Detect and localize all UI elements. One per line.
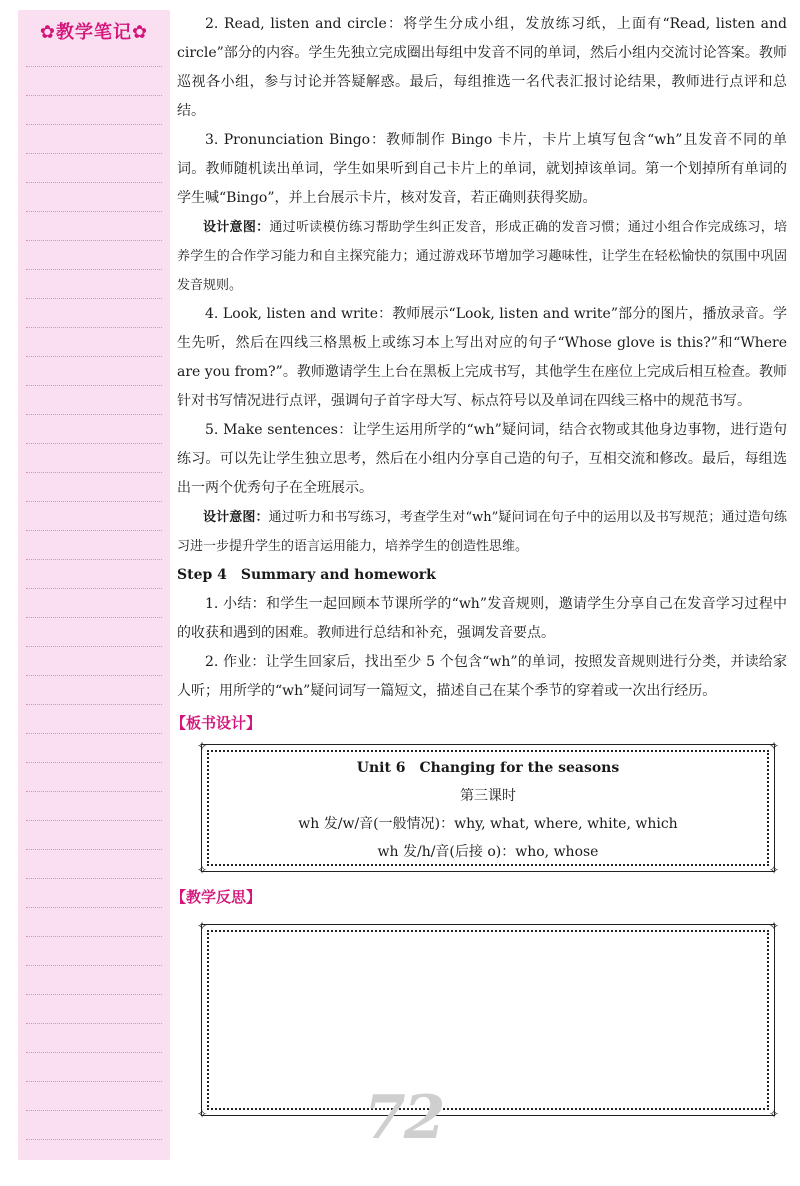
corner-ornament-icon: ✧ (197, 739, 208, 753)
corner-ornament-icon: ✧ (197, 919, 208, 933)
corner-ornament-icon: ✧ (197, 863, 208, 877)
note-line (26, 443, 162, 444)
step-4-heading: Step 4 Summary and homework (177, 567, 436, 583)
note-line (26, 704, 162, 705)
note-line (26, 1110, 162, 1111)
board-content (207, 750, 769, 866)
note-line (26, 414, 162, 415)
note-line (26, 1023, 162, 1024)
board-subtitle: 第三课时 (460, 788, 516, 804)
design-intent-text: 通过听读模仿练习帮助学生纠正发音，形成正确的发音习惯；通过小组合作完成练习，培养学生的合作学习能力和自主探究能力；通过游戏环节增加学习趣味性，让学生在轻松愉快的氛围中巩固发音规则。 (177, 220, 787, 293)
note-line (26, 965, 162, 966)
note-line (26, 907, 162, 908)
note-line (26, 182, 162, 183)
board-rule-1: wh 发/w/音(一般情况)：why, what, where, white, which (298, 816, 678, 832)
note-line (26, 269, 162, 270)
design-intent-text: 通过听力和书写练习，考查学生对“wh”疑问词在句子中的运用以及书写规范；通过造句练习进一步提升学生的语言运用能力，培养学生的创造性思维。 (177, 510, 787, 554)
activity-make-sentences: 5. Make sentences：让学生运用所学的“wh”疑问词，结合衣物或其他身边事物，进行造句练习。可以先让学生独立思考，然后在小组内分享自己造的句子，互相交流和修改。最后，每组选出一两个优秀句子在全班展示。 (177, 422, 787, 496)
note-line (26, 1052, 162, 1053)
note-line (26, 936, 162, 937)
note-line (26, 646, 162, 647)
note-line (26, 733, 162, 734)
notes-lines (18, 10, 170, 1160)
note-line (26, 501, 162, 502)
corner-ornament-icon: ✧ (768, 863, 779, 877)
page-number: 72 (364, 1083, 444, 1153)
reflection-heading: 【教学反思】 (171, 888, 262, 906)
corner-ornament-icon: ✧ (768, 919, 779, 933)
board-title: Unit 6 Changing for the seasons (356, 760, 620, 776)
note-line (26, 211, 162, 212)
note-line (26, 791, 162, 792)
note-line (26, 878, 162, 879)
note-line (26, 95, 162, 96)
note-line (26, 762, 162, 763)
note-line (26, 240, 162, 241)
corner-ornament-icon: ✧ (768, 1107, 779, 1121)
note-line (26, 385, 162, 386)
note-line (26, 153, 162, 154)
note-line (26, 1139, 162, 1140)
activity-read-listen-circle: 2. Read, listen and circle：将学生分成小组，发放练习纸，上面有“Read, listen and circle”部分的内容。学生先独立完成圈出每组中发音不同的单词，然后小组内交流讨论答案。教师巡视各小组，参与讨论并答疑解惑。最后，每组推选一名代表汇报讨论结果，教师进行点评和总结。 (177, 16, 787, 119)
board-design-heading: 【板书设计】 (171, 714, 262, 732)
notes-sidebar-title: ✿教学笔记✿ (39, 22, 149, 43)
design-intent-label: 设计意图： (203, 510, 269, 525)
note-line (26, 298, 162, 299)
corner-ornament-icon: ✧ (197, 1107, 208, 1121)
note-line (26, 675, 162, 676)
note-line (26, 617, 162, 618)
board-design-box (197, 739, 779, 877)
design-intent-2 (177, 503, 787, 561)
box-border-dotted (207, 930, 769, 1110)
notes-sidebar (18, 10, 170, 1160)
activity-look-listen-write: 4. Look, listen and write：教师展示“Look, listen and write”部分的图片，播放录音。学生先听，然后在四线三格黑板上或练习本上写出对应的句子“Whose glove is this?”和“Where are you from?”。教师邀请学生上台在黑板上完成书写，其他学生在座位上完成后相互检查。教师针对书写情况进行点评，强调句子首字母大写、标点符号以及单词在四线三格中的规范书写。 (177, 306, 787, 409)
note-line (26, 356, 162, 357)
board-rule-2: wh 发/h/音(后接 o)：who, whose (377, 844, 599, 860)
design-intent-1 (177, 213, 787, 300)
note-line (26, 530, 162, 531)
activity-pronunciation-bingo: 3. Pronunciation Bingo：教师制作 Bingo 卡片，卡片上填写包含“wh”且发音不同的单词。教师随机读出单词，学生如果听到自己卡片上的单词，就划掉该单词。第一个划掉所有单词的学生喊“Bingo”，并上台展示卡片，核对发音，若正确则获得奖励。 (177, 132, 787, 206)
note-line (26, 820, 162, 821)
note-line (26, 849, 162, 850)
summary-paragraph: 1. 小结：和学生一起回顾本节课所学的“wh”发音规则，邀请学生分享自己在发音学习过程中的收获和遇到的困难。教师进行总结和补充，强调发音要点。 (177, 596, 787, 641)
note-line (26, 327, 162, 328)
note-line (26, 994, 162, 995)
note-line (26, 559, 162, 560)
homework-paragraph: 2. 作业：让学生回家后，找出至少 5 个包含“wh”的单词，按照发音规则进行分类，并读给家人听；用所学的“wh”疑问词写一篇短文，描述自己在某个季节的穿着或一次出行经历。 (177, 654, 787, 699)
note-line (26, 588, 162, 589)
note-line (26, 472, 162, 473)
design-intent-label: 设计意图： (203, 220, 270, 235)
note-line (26, 1081, 162, 1082)
note-line (26, 66, 162, 67)
corner-ornament-icon: ✧ (768, 739, 779, 753)
note-line (26, 124, 162, 125)
